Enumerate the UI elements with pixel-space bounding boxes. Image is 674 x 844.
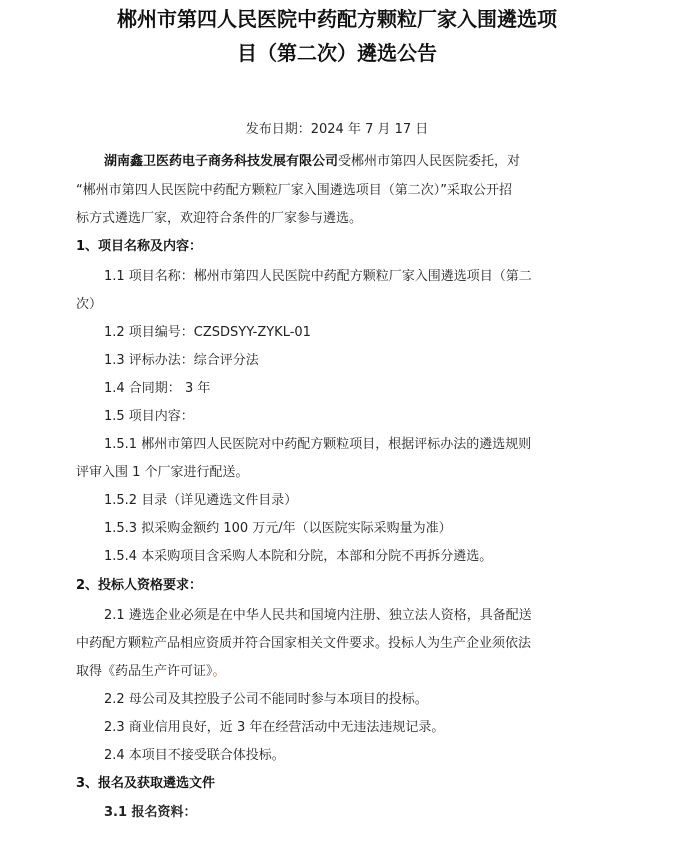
item-1-5-1-line-1: 1.5.1 郴州市第四人民医院对中药配方颗粒项目，根据评标办法的遴选规则 (104, 437, 532, 452)
intro-line-2: “郴州市第四人民医院中药配方颗粒厂家入围遴选项目（第二次）”采取公开招 (76, 183, 512, 198)
publish-date: 发布日期：2024 年 7 月 17 日 (245, 122, 429, 137)
item-1-5: 1.5 项目内容： (104, 409, 194, 424)
intro-line-1-rest: 受郴州市第四人民医院委托，对 (338, 154, 521, 169)
item-3-1: 3.1 报名资料： (104, 805, 197, 820)
item-2-1-line-1: 2.1 遴选企业必须是在中华人民共和国境内注册、独立法人资格，具备配送 (104, 608, 532, 623)
item-2-4: 2.4 本项目不接受联合体投标。 (104, 748, 285, 763)
item-1-1-line-2: 次） (76, 297, 103, 312)
item-1-2: 1.2 项目编号：CZSDSYY-ZYKL-01 (104, 325, 311, 340)
item-1-1-line-1: 1.1 项目名称：郴州市第四人民医院中药配方颗粒厂家入围遴选项目（第二 (104, 269, 532, 284)
item-1-5-1-line-2: 评审入围 1 个厂家进行配送。 (76, 465, 249, 480)
intro-line-3: 标方式遴选厂家，欢迎符合条件的厂家参与遴选。 (76, 211, 363, 226)
item-2-2: 2.2 母公司及其控股子公司不能同时参与本项目的投标。 (104, 692, 428, 707)
notice-title-line-2: 目（第二次）遴选公告 (237, 41, 437, 65)
license-period-mark: 。 (212, 664, 226, 679)
item-1-5-4: 1.5.4 本采购项目含采购人本院和分院，本部和分院不再拆分遴选。 (104, 549, 493, 564)
item-2-1-line-3 (76, 663, 226, 681)
section-1-heading: 1、项目名称及内容： (76, 239, 203, 254)
item-1-4: 1.4 合同期： 3 年 (104, 381, 211, 396)
section-2-heading: 2、投标人资格要求： (76, 578, 203, 593)
item-1-5-2: 1.5.2 目录（详见遴选文件目录） (104, 493, 298, 508)
item-1-3: 1.3 评标办法：综合评分法 (104, 353, 259, 368)
item-1-5-3: 1.5.3 拟采购金额约 100 万元/年（以医院实际采购量为准） (104, 521, 452, 536)
company-name: 湖南鑫卫医药电子商务科技发展有限公司 (104, 154, 339, 169)
item-2-3: 2.3 商业信用良好，近 3 年在经营活动中无违法违规记录。 (104, 720, 445, 735)
notice-title-line-1: 郴州市第四人民医院中药配方颗粒厂家入围遴选项 (117, 7, 557, 31)
section-3-heading: 3、报名及获取遴选文件 (76, 776, 216, 791)
license-text: 取得《药品生产许可证》 (76, 664, 213, 679)
item-2-1-line-2: 中药配方颗粒产品相应资质并符合国家相关文件要求。投标人为生产企业须依法 (76, 636, 532, 651)
intro-line-1 (104, 153, 520, 171)
